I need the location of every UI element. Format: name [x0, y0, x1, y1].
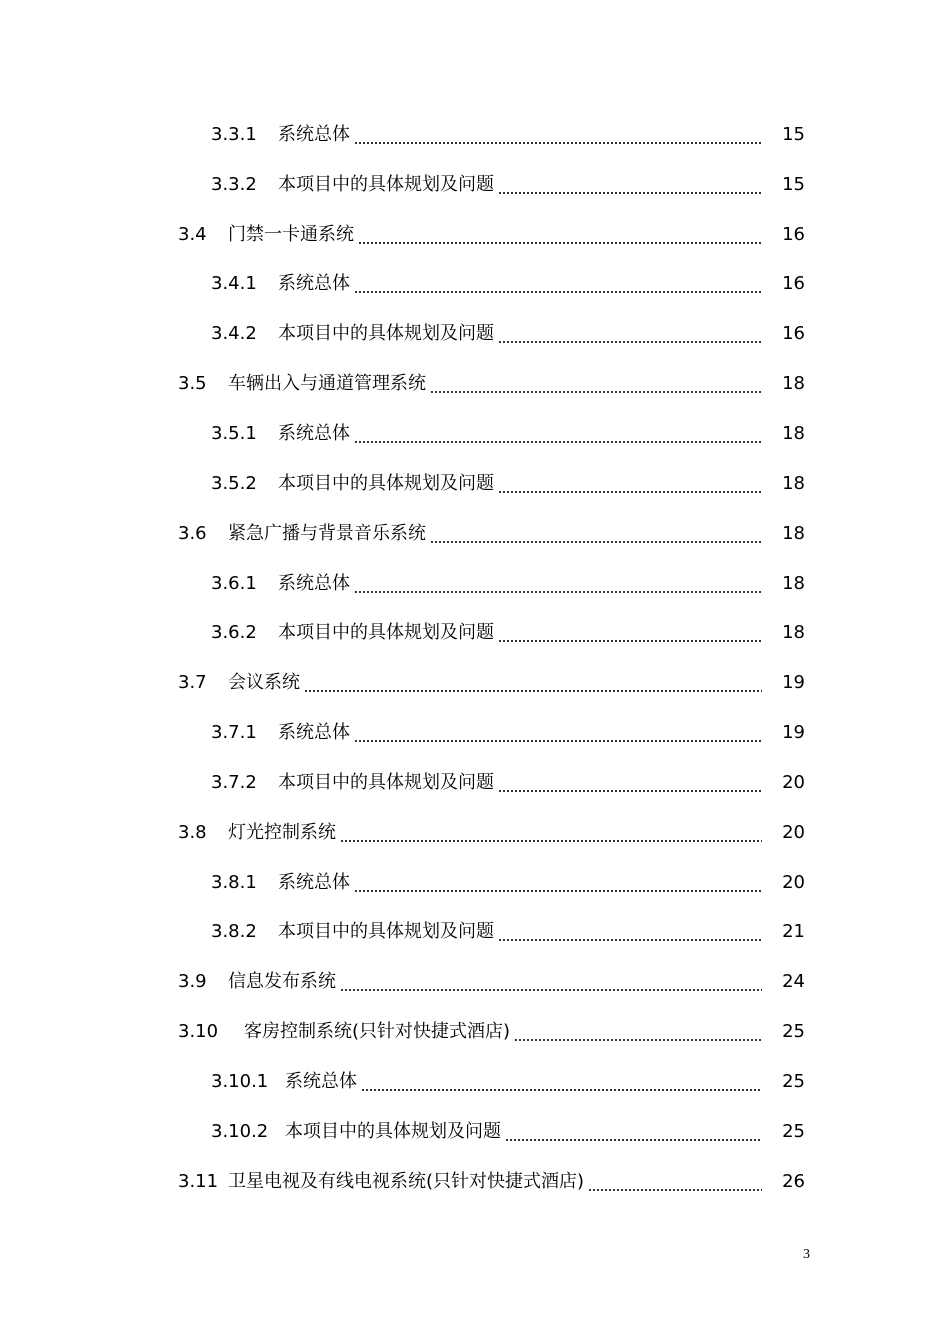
toc-entry-title: 本项目中的具体规划及问题 [278, 622, 494, 644]
toc-entry-number: 3.4 [178, 223, 207, 245]
dot-leader [498, 491, 762, 493]
toc-entry-number: 3.6 [178, 522, 207, 544]
toc-entry-title: 系统总体 [278, 422, 350, 444]
toc-entry-page: 18 [782, 622, 805, 644]
toc-entry-title: 灯光控制系统 [228, 821, 336, 843]
toc-entry-number: 3.3.2 [211, 173, 257, 195]
dot-leader [354, 142, 762, 144]
dot-leader [430, 541, 762, 543]
toc-entry-title: 系统总体 [278, 871, 350, 893]
dot-leader [498, 790, 762, 792]
toc-entry-number: 3.5.1 [211, 422, 257, 444]
toc-entry-page: 20 [782, 871, 805, 893]
toc-entry-number: 3.10.2 [211, 1120, 269, 1142]
toc-entry-title: 系统总体 [278, 273, 350, 295]
dot-leader [588, 1189, 762, 1191]
toc-entry[interactable] [0, 858, 950, 908]
dot-leader [340, 840, 762, 842]
dot-leader [354, 441, 762, 443]
toc-entry-page: 25 [782, 1021, 805, 1043]
toc-entry-number: 3.9 [178, 971, 207, 993]
toc-entry-page: 18 [782, 373, 805, 395]
toc-entry-page: 26 [782, 1170, 805, 1192]
toc-entry[interactable] [0, 210, 950, 260]
toc-entry-number: 3.7.1 [211, 722, 257, 744]
toc-entry-title: 客房控制系统(只针对快捷式酒店) [244, 1021, 511, 1043]
dot-leader [505, 1139, 762, 1141]
page-number: 3 [803, 1247, 810, 1262]
toc-entry-number: 3.3.1 [211, 123, 257, 145]
toc-entry-title: 本项目中的具体规划及问题 [278, 173, 494, 195]
toc-entry[interactable] [0, 1007, 950, 1057]
toc-entry-title: 紧急广播与背景音乐系统 [228, 522, 426, 544]
toc-entry-page: 16 [782, 223, 805, 245]
toc-entry[interactable] [0, 110, 950, 160]
dot-leader [304, 690, 762, 692]
dot-leader [498, 939, 762, 941]
toc-entry[interactable] [0, 608, 950, 658]
toc-entry[interactable] [0, 1057, 950, 1107]
toc-entry-number: 3.4.2 [211, 323, 257, 345]
toc-entry-number: 3.8 [178, 821, 207, 843]
dot-leader [354, 890, 762, 892]
toc-entry-number: 3.11 [178, 1170, 219, 1192]
toc-entry-title: 本项目中的具体规划及问题 [285, 1120, 501, 1142]
toc-entry[interactable] [0, 260, 950, 310]
toc-entry[interactable] [0, 459, 950, 509]
toc-entry-page: 21 [782, 921, 805, 943]
toc-entry[interactable] [0, 359, 950, 409]
toc-entry-number: 3.6.2 [211, 622, 257, 644]
toc-entry[interactable] [0, 1107, 950, 1157]
toc-entry[interactable] [0, 160, 950, 210]
toc-entry-page: 18 [782, 472, 805, 494]
toc-entry-number: 3.4.1 [211, 273, 257, 295]
toc-entry-page: 25 [782, 1070, 805, 1092]
toc-entry-title: 本项目中的具体规划及问题 [278, 921, 494, 943]
toc-entry-page: 18 [782, 422, 805, 444]
toc-entry[interactable] [0, 309, 950, 359]
toc-entry-page: 15 [782, 173, 805, 195]
dot-leader [354, 291, 762, 293]
toc-entry-page: 16 [782, 273, 805, 295]
toc-entry-title: 系统总体 [278, 572, 350, 594]
toc-entry-page: 19 [782, 672, 805, 694]
toc-entry-page: 20 [782, 821, 805, 843]
toc-entry[interactable] [0, 708, 950, 758]
dot-leader [498, 192, 762, 194]
toc-entry-page: 18 [782, 522, 805, 544]
toc-entry[interactable] [0, 1157, 950, 1207]
toc-entry-number: 3.7 [178, 672, 207, 694]
toc-entry-number: 3.6.1 [211, 572, 257, 594]
toc-entry-title: 本项目中的具体规划及问题 [278, 323, 494, 345]
toc-entry-page: 18 [782, 572, 805, 594]
toc-entry-number: 3.10.1 [211, 1070, 269, 1092]
toc-entry-number: 3.5 [178, 373, 207, 395]
dot-leader [514, 1039, 762, 1041]
toc-entry[interactable] [0, 559, 950, 609]
toc-entry-number: 3.8.1 [211, 871, 257, 893]
dot-leader [430, 391, 762, 393]
toc-entry[interactable] [0, 658, 950, 708]
dot-leader [498, 341, 762, 343]
toc-entry[interactable] [0, 758, 950, 808]
dot-leader [361, 1089, 762, 1091]
toc-entry-title: 会议系统 [228, 672, 300, 694]
toc-entry[interactable] [0, 957, 950, 1007]
toc-entry-title: 本项目中的具体规划及问题 [278, 472, 494, 494]
toc-entry[interactable] [0, 509, 950, 559]
toc-entry-page: 19 [782, 722, 805, 744]
toc-entry-title: 卫星电视及有线电视系统(只针对快捷式酒店) [228, 1170, 585, 1192]
toc-entry-number: 3.10 [178, 1021, 219, 1043]
dot-leader [340, 989, 762, 991]
toc-entry-title: 门禁一卡通系统 [228, 223, 354, 245]
toc-entry-page: 15 [782, 123, 805, 145]
toc-entry-page: 20 [782, 771, 805, 793]
toc-entry[interactable] [0, 908, 950, 958]
dot-leader [354, 591, 762, 593]
toc-entry-title: 本项目中的具体规划及问题 [278, 771, 494, 793]
toc-entry[interactable] [0, 409, 950, 459]
toc-entry-title: 系统总体 [278, 123, 350, 145]
dot-leader [354, 740, 762, 742]
toc-entry-number: 3.7.2 [211, 771, 257, 793]
toc-entry-title: 车辆出入与通道管理系统 [228, 373, 426, 395]
toc-entry-number: 3.5.2 [211, 472, 257, 494]
dot-leader [358, 242, 762, 244]
toc-entry-title: 系统总体 [285, 1070, 357, 1092]
toc-entry-title: 信息发布系统 [228, 971, 336, 993]
table-of-contents [0, 110, 950, 1207]
toc-entry-page: 16 [782, 323, 805, 345]
toc-entry-title: 系统总体 [278, 722, 350, 744]
toc-entry-number: 3.8.2 [211, 921, 257, 943]
toc-entry-page: 24 [782, 971, 805, 993]
dot-leader [498, 640, 762, 642]
toc-entry[interactable] [0, 808, 950, 858]
toc-entry-page: 25 [782, 1120, 805, 1142]
